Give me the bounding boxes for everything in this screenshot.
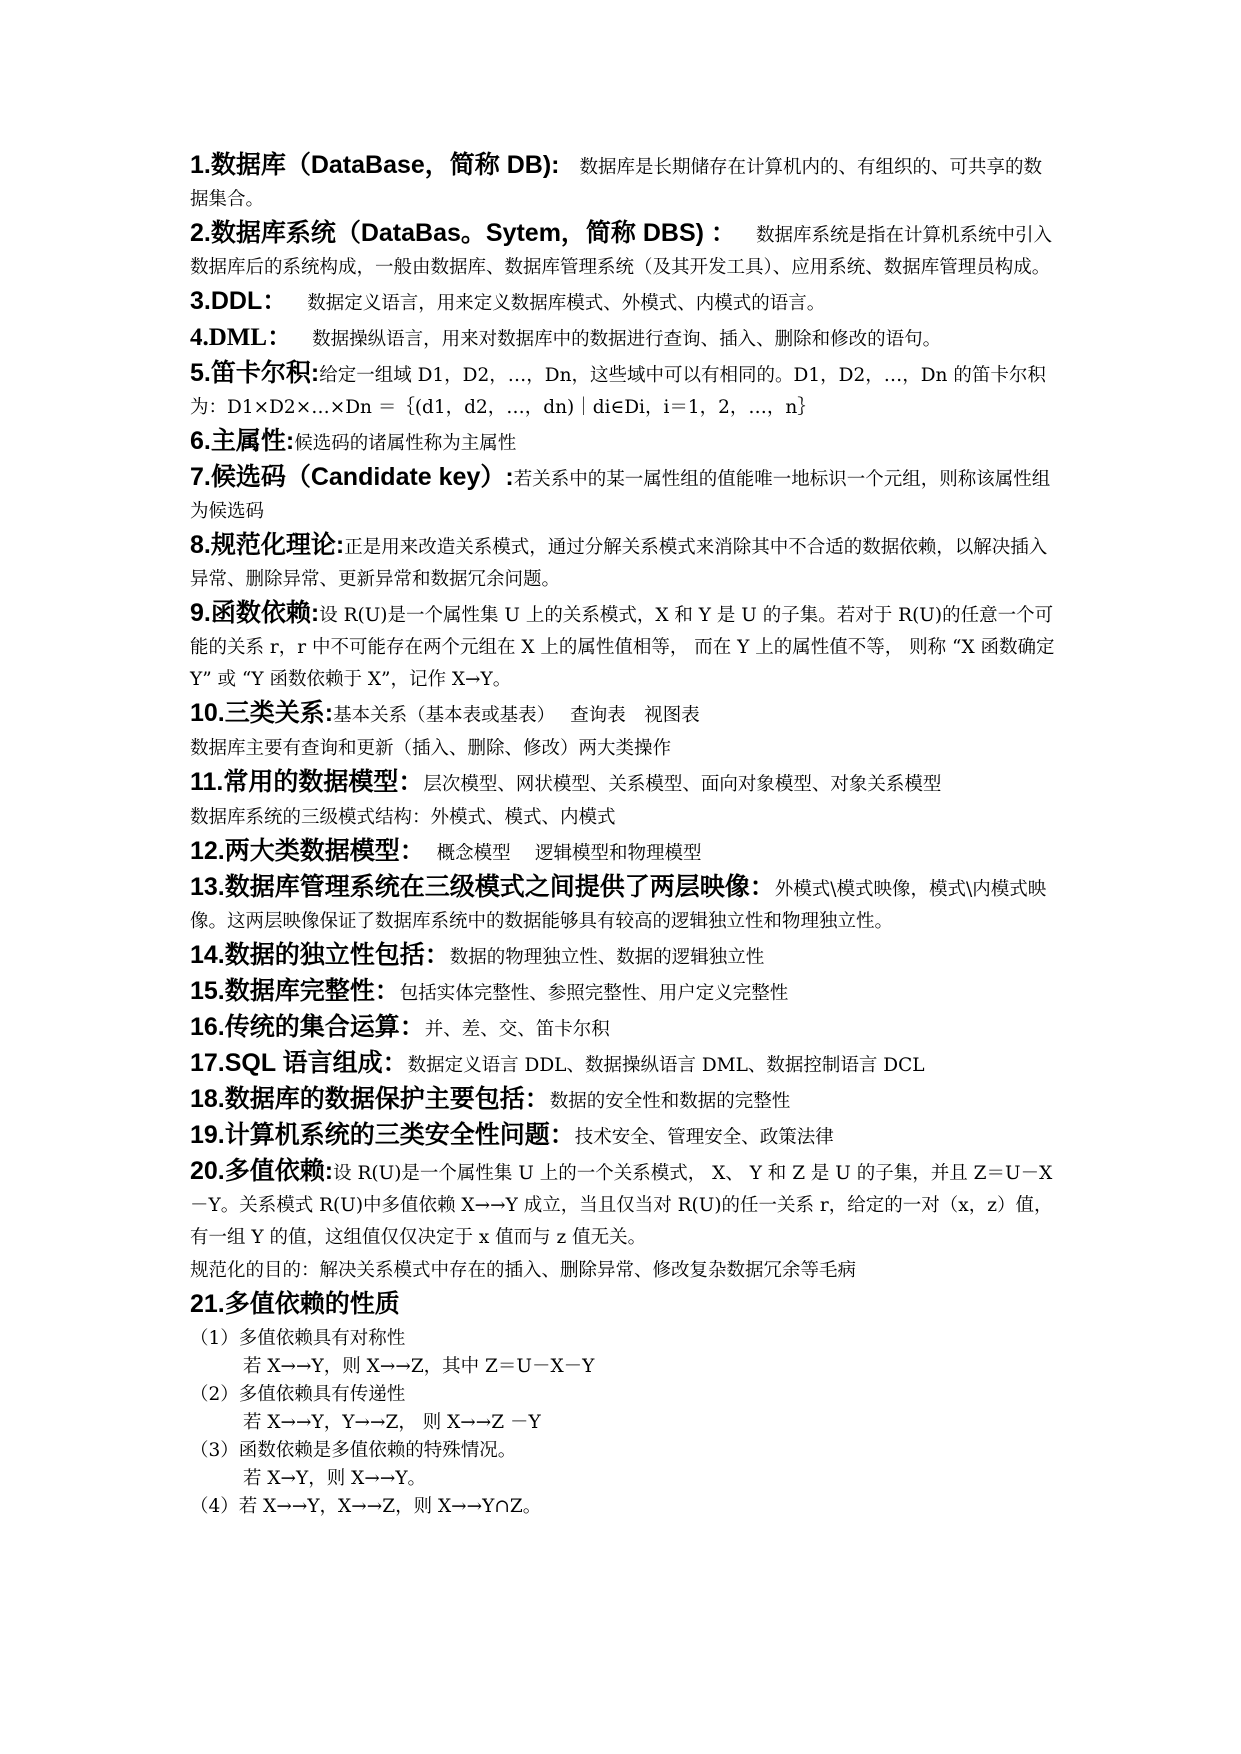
item-text: 候选码的诸属性称为主属性 xyxy=(294,433,517,454)
property-number: （3） xyxy=(190,1440,239,1461)
item-term: 15.数据库完整性： xyxy=(190,977,400,1005)
item-text: 数据库是长期储存在计算机内的、有组织的、可共享的数据集合。 xyxy=(190,157,1043,210)
item-18 xyxy=(190,1084,1060,1118)
property-title: 函数依赖是多值依赖的特殊情况。 xyxy=(238,1440,517,1461)
item-text: 正是用来改造关系模式，通过分解关系模式来消除其中不合适的数据依赖，以解决插入异常、删除异常、更新异常和数据冗余问题。 xyxy=(190,537,1048,590)
item-12 xyxy=(190,836,1060,870)
item-1 xyxy=(190,150,1060,216)
item-term: 8.规范化理论: xyxy=(190,531,345,559)
item-text: 设 R(U)是一个属性集 U 上的关系模式，X 和 Y 是 U 的子集。若对于 R(U)的任意一个可能的关系 r，r 中不可能存在两个元组在 X 上的属性值相等， 而在 Y 上的属性值不等， 则称 “X 函数确定 Y” 或 “Y 函数依赖于 X”，记作 X→Y。 xyxy=(190,605,1055,690)
item-term: 5.笛卡尔积: xyxy=(190,359,320,387)
item-term: 13.数据库管理系统在三级模式之间提供了两层映像： xyxy=(190,873,775,901)
item-term: 20.多值依赖: xyxy=(190,1157,334,1185)
item-term: 1.数据库（DataBase，简称 DB): xyxy=(190,151,560,179)
item-19 xyxy=(190,1120,1060,1154)
item-text: 数据库系统是指在计算机系统中引入数据库后的系统构成，一般由数据库、数据库管理系统（及其开发工具）、应用系统、数据库管理员构成。 xyxy=(190,225,1052,278)
item-4 xyxy=(190,322,1060,356)
item-3 xyxy=(190,286,1060,320)
item-5 xyxy=(190,358,1060,424)
item-term: 7.候选码（Candidate key）: xyxy=(190,463,514,491)
property-2 xyxy=(190,1381,1060,1409)
item-8 xyxy=(190,530,1060,596)
property-3-rule: 若 X→Y，则 X→→Y。 xyxy=(243,1468,427,1489)
item-term: 16.传统的集合运算： xyxy=(190,1013,425,1041)
item-13 xyxy=(190,872,1060,938)
property-number: （1） xyxy=(190,1328,239,1349)
property-title: 多值依赖具有对称性 xyxy=(238,1328,406,1349)
item-term: 18.数据库的数据保护主要包括： xyxy=(190,1085,550,1113)
mvd-properties-list xyxy=(190,1325,1060,1521)
item-term: 17.SQL 语言组成： xyxy=(190,1049,408,1077)
item-text: 外模式\模式映像，模式\内模式映像。这两层映像保证了数据库系统中的数据能够具有较高的逻辑独立性和物理独立性。 xyxy=(190,879,1047,932)
property-4 xyxy=(190,1493,1060,1521)
item-term: 12.两大类数据模型： xyxy=(190,837,413,865)
item-text: 概念模型 逻辑模型和物理模型 xyxy=(412,843,702,864)
item-21 xyxy=(190,1289,1060,1323)
item-15 xyxy=(190,976,1060,1010)
document-page xyxy=(190,150,1060,1521)
item-text: 并、差、交、笛卡尔积 xyxy=(424,1019,610,1040)
item-text: 基本关系（基本表或基表） 查询表 视图表 xyxy=(333,705,700,726)
item-text: 数据定义语言，用来定义数据库模式、外模式、内模式的语言。 xyxy=(307,293,826,314)
property-title: 若 X→→Y，X→→Z，则 X→→Y∩Z。 xyxy=(238,1496,542,1517)
item-text: 层次模型、网状模型、关系模型、面向对象模型、对象关系模型 xyxy=(423,774,942,795)
item-11 xyxy=(190,767,1060,801)
item-term: 11.常用的数据模型： xyxy=(190,768,424,796)
item-17 xyxy=(190,1048,1060,1082)
item-text: 数据的安全性和数据的完整性 xyxy=(549,1091,791,1112)
property-title: 多值依赖具有传递性 xyxy=(238,1384,406,1405)
item-term: 14.数据的独立性包括： xyxy=(190,941,450,969)
note-operations: 数据库主要有查询和更新（插入、删除、修改）两大类操作 xyxy=(190,738,672,759)
property-1-rule: 若 X→→Y，则 X→→Z，其中 Z＝U－X－Y xyxy=(243,1356,595,1377)
note-normalization-purpose: 规范化的目的：解决关系模式中存在的插入、删除异常、修改复杂数据冗余等毛病 xyxy=(190,1260,857,1281)
property-number: （2） xyxy=(190,1384,239,1405)
item-20 xyxy=(190,1156,1060,1254)
item-14 xyxy=(190,940,1060,974)
item-text: 数据操纵语言，用来对数据库中的数据进行查询、插入、删除和修改的语句。 xyxy=(312,329,942,350)
item-term: 9.函数依赖: xyxy=(190,599,320,627)
item-term: 10.三类关系: xyxy=(190,699,334,727)
item-16 xyxy=(190,1012,1060,1046)
item-9 xyxy=(190,598,1060,696)
item-term: 4.DML： xyxy=(190,324,293,351)
item-text: 技术安全、管理安全、政策法律 xyxy=(574,1127,834,1148)
property-3 xyxy=(190,1437,1060,1465)
item-text: 若关系中的某一属性组的值能唯一地标识一个元组，则称该属性组为候选码 xyxy=(190,469,1051,522)
property-2-rule: 若 X→→Y，Y→→Z， 则 X→→Z －Y xyxy=(243,1412,541,1433)
item-text: 给定一组域 D1，D2，…，Dn，这些域中可以有相同的。D1，D2，…，Dn 的笛卡尔积为：D1×D2×…×Dn ＝｛(d1，d2，…，dn)｜di∈Di，i＝1，2，…，n｝ xyxy=(190,365,1046,418)
item-7 xyxy=(190,462,1060,528)
note-schema-structure: 数据库系统的三级模式结构：外模式、模式、内模式 xyxy=(190,807,616,828)
item-text: 设 R(U)是一个属性集 U 上的一个关系模式， X、 Y 和 Z 是 U 的子集，并且 Z＝U－X－Y。关系模式 R(U)中多值依赖 X→→Y 成立，当且仅当对 R(U)的任一关系 r，给定的一对（x，z）值，有一组 Y 的值，这组值仅仅决定于 x 值而与 z 值无关。 xyxy=(190,1163,1053,1248)
item-term: 2.数据库系统（DataBas。Sytem，简称 DBS) ： xyxy=(190,219,736,247)
item-text: 数据定义语言 DDL、数据操纵语言 DML、数据控制语言 DCL xyxy=(407,1055,925,1076)
item-term: 19.计算机系统的三类安全性问题： xyxy=(190,1121,575,1149)
item-6 xyxy=(190,426,1060,460)
item-text: 包括实体完整性、参照完整性、用户定义完整性 xyxy=(399,983,789,1004)
item-term: 21.多值依赖的性质 xyxy=(190,1290,400,1318)
item-2 xyxy=(190,218,1060,284)
item-text: 数据的物理独立性、数据的逻辑独立性 xyxy=(449,947,765,968)
item-term: 6.主属性: xyxy=(190,427,295,455)
item-10 xyxy=(190,698,1060,732)
property-number: （4） xyxy=(190,1496,239,1517)
item-term: 3.DDL： xyxy=(190,287,288,315)
property-1 xyxy=(190,1325,1060,1353)
